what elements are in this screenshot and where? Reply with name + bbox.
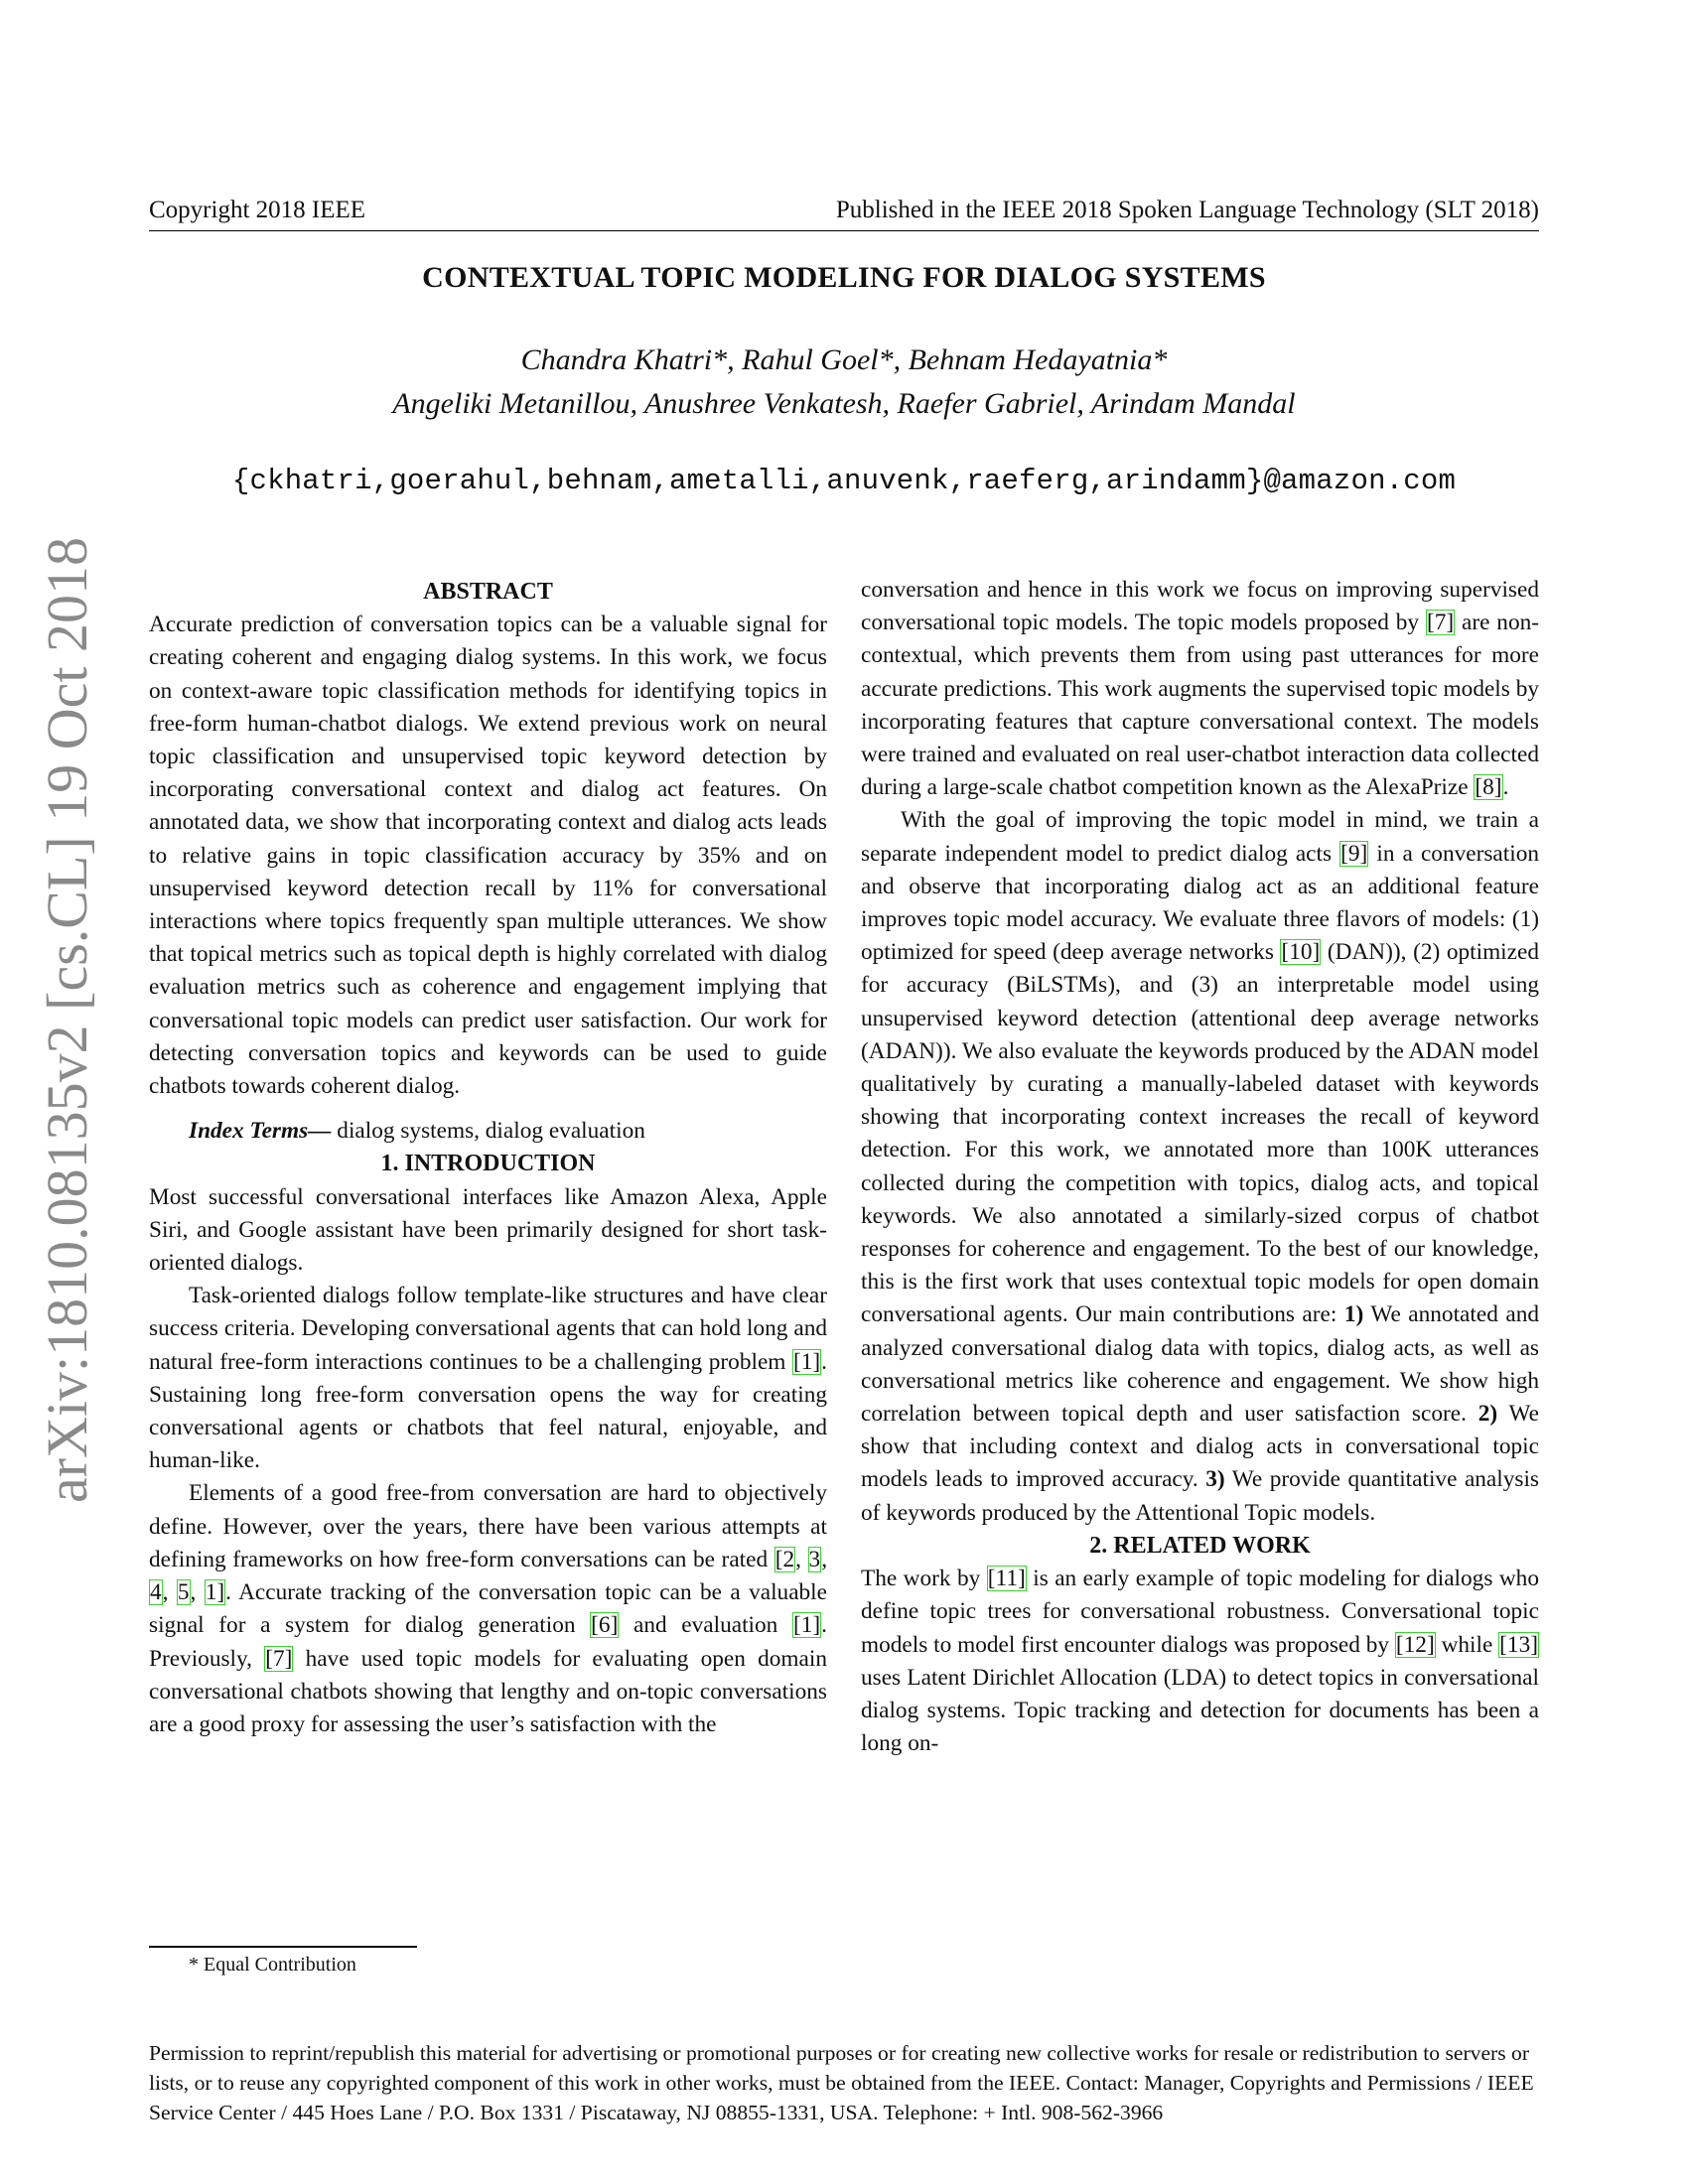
citation-link[interactable]: [8] <box>1475 774 1502 801</box>
intro-heading: 1. INTRODUCTION <box>380 1151 596 1177</box>
citation-link[interactable]: 5 <box>177 1579 190 1606</box>
paper-title: CONTEXTUAL TOPIC MODELING FOR DIALOG SYSTEMS <box>422 261 1266 294</box>
citation-link[interactable]: [2 <box>774 1546 795 1572</box>
intro-paragraph-2: Task-oriented dialogs follow template-like structures and have clear success criteria. Developing conversational agents that can hold long and natural free-form interactions continues to be a challenging problem [1]. Sustaining long free-form conversation opens the way for creating conversational agents or chatbots that feel natural, enjoyable, and human-like. <box>149 1283 827 1474</box>
intro-paragraph-1: Most successful conversational interfaces like Amazon Alexa, Apple Siri, and Google assistant have been primarily designed for short task-oriented dialogs. <box>149 1183 827 1277</box>
index-terms-label: Index Terms— <box>189 1118 332 1145</box>
citation-link[interactable]: 1] <box>205 1579 225 1606</box>
citation-link[interactable]: 3 <box>808 1546 821 1572</box>
authors-line-1: Chandra Khatri*, Rahul Goel*, Behnam Hedayatnia* <box>520 343 1168 376</box>
citation-link[interactable]: [9] <box>1340 840 1368 867</box>
citation-link[interactable]: [10] <box>1281 939 1321 966</box>
index-terms <box>149 1115 827 1148</box>
header-copyright: Copyright 2018 IEEE <box>149 197 366 223</box>
citation-link[interactable]: [6] <box>591 1612 619 1639</box>
footnote-equal-contribution: * Equal Contribution <box>189 1954 356 1976</box>
citation-link[interactable]: [12] <box>1395 1631 1435 1658</box>
index-terms-text: dialog systems, dialog evaluation <box>331 1118 645 1145</box>
citation-link[interactable]: [11] <box>987 1566 1026 1592</box>
right-paragraph-1: conversation and hence in this work we focus on improving supervised conversational topic models. The topic models proposed by [7] are non-contextual, which prevents them from using past utterances for more accurate predictions. This work augments the supervised topic models by incorporating features that capture conversational context. The models were trained and evaluated on real user-chatbot interaction data collected during a large-scale chatbot competition known as the AlexaPrize [8]. <box>861 577 1539 801</box>
citation-link[interactable]: [13] <box>1499 1631 1538 1658</box>
left-column <box>149 576 827 1741</box>
citation-link[interactable]: [7] <box>1426 610 1455 636</box>
author-emails: {ckhatri,goerahul,behnam,ametalli,anuvenk,raeferg,arindamm}@amazon.com <box>231 465 1457 497</box>
citation-link[interactable]: 4 <box>150 1579 162 1606</box>
right-column <box>861 574 1539 1760</box>
authors-line-2: Angeliki Metanillou, Anushree Venkatesh, Raefer Gabriel, Arindam Mandal <box>392 387 1296 420</box>
citation-link[interactable]: [1] <box>792 1612 821 1639</box>
right-paragraph-2: With the goal of improving the topic model in mind, we train a separate independent model to predict dialog acts [9] in a conversation and observe that incorporating dialog act as an additional feature improves topic model accuracy. We evaluate three flavors of models: (1) optimized for speed (deep average networks [10] (DAN)), (2) optimized for accuracy (BiLSTMs), and (3) an interpretable model using unsupervised keyword detection (attentional deep average networks (ADAN)). We also evaluate the keywords produced by the ADAN model qualitatively by curating a manually-labeled dataset with keywords showing that incorporating context increases the recall of keyword detection. For this work, we annotated more than 100K utterances collected during the competition with topics, dialog acts, and topical keywords. We also annotated a similarly-sized corpus of chatbot responses for coherence and engagement. To the best of our knowledge, this is the first work that uses contextual topic models for open domain conversational agents. Our main contributions are: 1) We annotated and analyzed conversational dialog data with topics, dialog acts, as well as conversational metrics like coherence and engagement. We show high correlation between topical depth and user satisfaction score. 2) We show that including context and dialog acts in conversational topic models leads to improved accuracy. 3) We provide quantitative analysis of keywords produced by the Attentional Topic models. <box>861 807 1539 1526</box>
related-work-heading: 2. RELATED WORK <box>1089 1532 1311 1559</box>
abstract-text: Accurate prediction of conversation topics can be a valuable signal for creating coherent and engaging dialog systems. In this work, we focus on context-aware topic classification methods for identifying topics in free-form human-chatbot dialogs. We extend previous work on neural topic classification and unsupervised topic keyword detection by incorporating conversational context and dialog act features. On annotated data, we show that incorporating context and dialog acts leads to relative gains in topic classification accuracy by 35% and on unsupervised keyword detection recall by 11% for conversational interactions where topics frequently span multiple utterances. We show that topical metrics such as topical depth is highly correlated with dialog evaluation metrics such as coherence and engagement implying that conversational topic models can predict user satisfaction. Our work for detecting conversation topics and keywords can be used to guide chatbots towards coherent dialog. <box>149 612 827 1100</box>
permission-notice: Permission to reprint/republish this material for advertising or promotional purposes or for creating new collective works for resale or redistribution to servers or lists, or to reuse any copyrighted component of this work in other works, must be obtained from the IEEE. Contact: Manager, Copyrights and Permissions / IEEE Service Center / 445 Hoes Lane / P.O. Box 1331 / Piscataway, NJ 08855-1331, USA. Telephone: + Intl. 908-562-3966 <box>149 2041 1534 2124</box>
header-published: Published in the IEEE 2018 Spoken Language Technology (SLT 2018) <box>835 197 1539 223</box>
citation-link[interactable]: [7] <box>265 1645 293 1672</box>
arxiv-stamp: arXiv:1810.08135v2 [cs.CL] 19 Oct 2018 <box>35 537 99 1503</box>
abstract-heading: ABSTRACT <box>423 579 553 605</box>
intro-paragraph-3: Elements of a good free-from conversation are hard to objectively define. However, over the years, there have been various attempts at defining frameworks on how free-form conversations can be rated [2, 3, 4, 5, 1]. Accurate tracking of the conversation topic can be a valuable signal for a system for dialog generation [6] and evaluation [1]. Previously, [7] have used topic models for evaluating open domain conversational chatbots showing that lengthy and on-topic conversations are a good proxy for assessing the user’s satisfaction with the <box>149 1480 828 1737</box>
header-rule <box>149 230 1539 231</box>
citation-link[interactable]: [1] <box>793 1348 821 1375</box>
related-paragraph-1: The work by [11] is an early example of topic modeling for dialogs who define topic trees for conversational robustness. Conversational topic models to model first encounter dialogs was proposed by [12] while [13] uses Latent Dirichlet Allocation (LDA) to detect topics in conversational dialog systems. Topic tracking and detection for documents has been a long on- <box>861 1566 1539 1757</box>
footnote-rule <box>149 1946 417 1948</box>
